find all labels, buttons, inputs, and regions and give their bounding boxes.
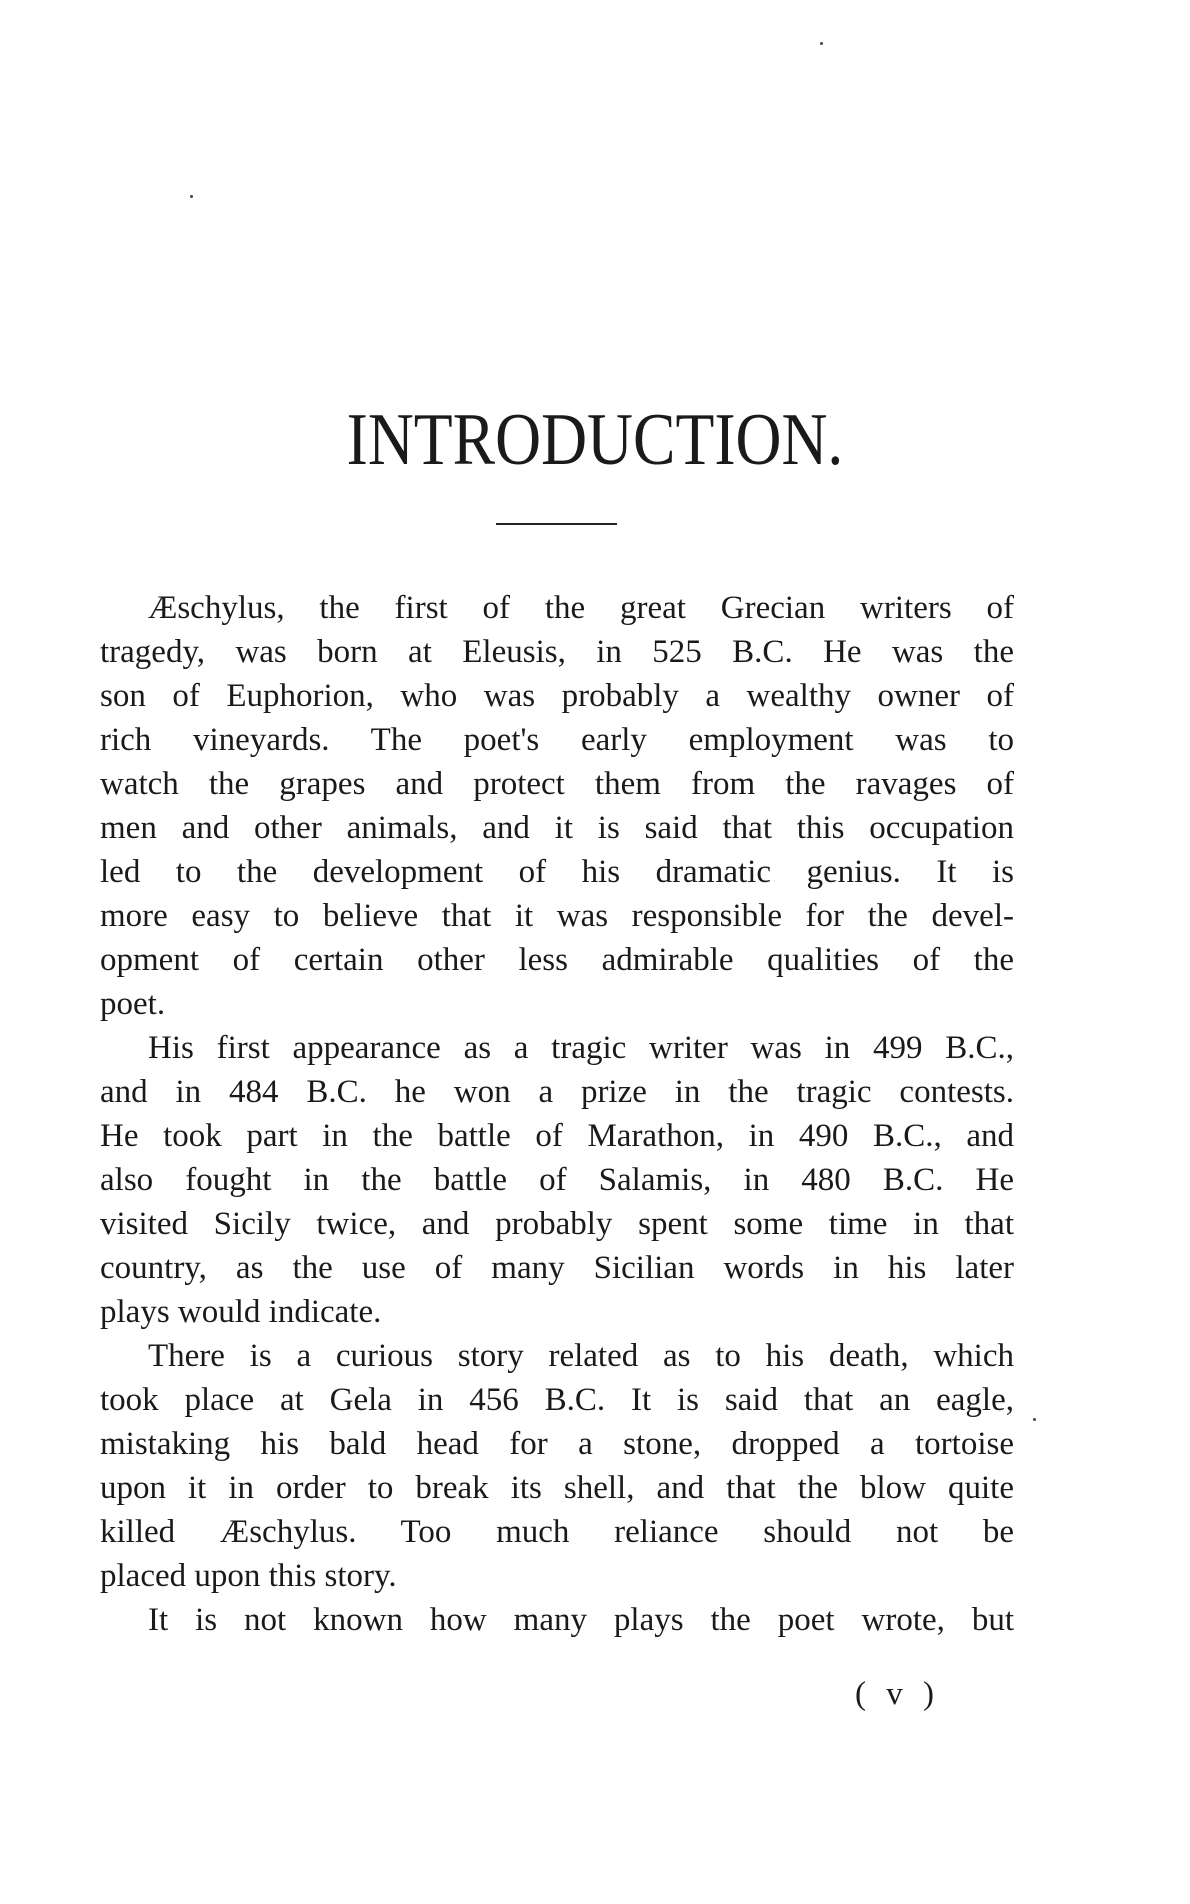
text-line: [100, 1334, 1014, 1378]
text-line: [100, 1466, 1014, 1510]
text-line-content: also fought in the battle of Salamis, in 480 B.C. He: [100, 1162, 1014, 1198]
text-line: [100, 674, 1014, 718]
text-line: [100, 850, 1014, 894]
text-line-content: visited Sicily twice, and probably spent some time in that: [100, 1206, 1014, 1242]
text-line: [100, 1114, 1014, 1158]
text-line: [100, 1026, 1014, 1070]
page-number: ( v ): [855, 1676, 940, 1712]
text-line-content: poet.: [100, 986, 166, 1022]
text-line-content: opment of certain other less admirable qualities of the: [100, 942, 1014, 978]
text-line-content: tragedy, was born at Eleusis, in 525 B.C. He was the: [100, 634, 1014, 670]
text-line-content: There is a curious story related as to his death, which: [148, 1338, 1014, 1374]
text-line: [100, 1070, 1014, 1114]
text-line-content: led to the development of his dramatic genius. It is: [100, 854, 1014, 890]
text-line: [100, 1510, 1014, 1554]
text-line: [100, 1246, 1014, 1290]
text-line: [100, 1158, 1014, 1202]
text-line-content: plays would indicate.: [100, 1294, 382, 1330]
scan-speck: [1033, 1418, 1036, 1421]
text-line-content: son of Euphorion, who was probably a wealthy owner of: [100, 678, 1014, 714]
text-line-content: mistaking his bald head for a stone, dropped a tortoise: [100, 1426, 1014, 1462]
text-line-content: took place at Gela in 456 B.C. It is said that an eagle,: [100, 1382, 1014, 1418]
text-line: [100, 1290, 1014, 1334]
text-line-content: country, as the use of many Sicilian words in his later: [100, 1250, 1014, 1286]
text-line: [100, 806, 1014, 850]
body-text: [100, 586, 1014, 1642]
text-line-content: upon it in order to break its shell, and that the blow quite: [100, 1470, 1014, 1506]
text-line-content: watch the grapes and protect them from the ravages of: [100, 766, 1014, 802]
text-line: [100, 1378, 1014, 1422]
text-line-content: killed Æschylus. Too much reliance should not be: [100, 1514, 1014, 1550]
text-line: [100, 894, 1014, 938]
title-divider: [496, 523, 617, 525]
text-line-content: placed upon this story.: [100, 1558, 397, 1594]
text-line: [100, 1422, 1014, 1466]
text-line: [100, 1202, 1014, 1246]
text-line-content: Æschylus, the first of the great Grecian writers of: [148, 590, 1014, 626]
text-line: [100, 982, 1014, 1026]
text-line-content: His first appearance as a tragic writer was in 499 B.C.,: [148, 1030, 1014, 1066]
text-line-content: more easy to believe that it was responsible for the devel-: [100, 898, 1014, 934]
text-line: [100, 586, 1014, 630]
text-line: [100, 630, 1014, 674]
text-line: [100, 762, 1014, 806]
scan-speck: [820, 42, 823, 45]
text-line: [100, 1554, 1014, 1598]
text-line-content: men and other animals, and it is said that this occupation: [100, 810, 1014, 846]
text-line: [100, 1598, 1014, 1642]
text-line-content: rich vineyards. The poet's early employment was to: [100, 722, 1014, 758]
text-line: [100, 718, 1014, 762]
text-line-content: It is not known how many plays the poet wrote, but: [148, 1602, 1014, 1638]
page-title: INTRODUCTION.: [346, 399, 844, 481]
text-line: [100, 938, 1014, 982]
scan-speck: [190, 195, 193, 198]
text-line-content: He took part in the battle of Marathon, in 490 B.C., and: [100, 1118, 1014, 1154]
text-line-content: and in 484 B.C. he won a prize in the tragic contests.: [100, 1074, 1014, 1110]
